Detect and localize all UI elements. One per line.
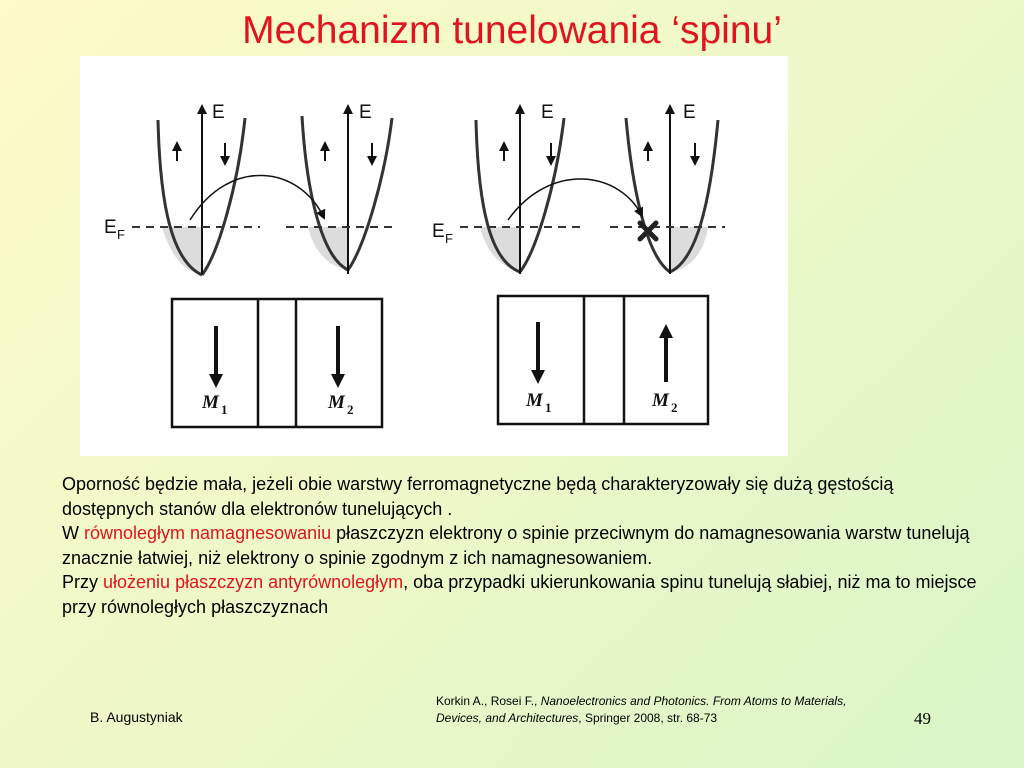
para3-rest: , oba przypadki ukierunkowania spinu tunelują słabiej, niż ma to miejsce przy równoległych płaszczyznach (62, 572, 977, 617)
filled-states-left-1 (162, 227, 202, 275)
energy-label: E (359, 102, 372, 123)
para2-rest: płaszczyzn elektrony o spinie przeciwnym do namagnesowania warstw tunelują znacznie łatwiej, niż elektrony o spinie zgodnym z ich namagnesowaniem. (62, 523, 970, 568)
fermi-label-sub: F (445, 231, 453, 246)
slide-title: Mechanizm tunelowania ‘spinu’ (242, 9, 782, 52)
para3-highlight: ułożeniu płaszczyzn antyrównoległym (103, 572, 404, 592)
energy-label: E (683, 102, 696, 123)
reference-authors: Korkin A., Rosei F., (436, 694, 541, 708)
tunneling-arrow (190, 175, 324, 220)
m2-label: M (652, 390, 669, 411)
author-footer: B. Augustyniak (90, 709, 183, 725)
m1-label: M (526, 390, 543, 411)
m2-label: M (328, 392, 345, 413)
tunneling-arrow (508, 179, 642, 220)
para2-prefix: W (62, 523, 84, 543)
m1-label: M (202, 392, 219, 413)
energy-label: E (212, 102, 225, 123)
m2-sub: 2 (347, 402, 354, 417)
paragraph-3 (62, 570, 982, 619)
reference-details: , Springer 2008, str. 68-73 (578, 711, 718, 725)
para3-prefix: Przy (62, 572, 104, 592)
energy-label: E (541, 102, 554, 123)
parallel-config (104, 102, 398, 427)
reference-book-title: Nanoelectronics and Photonics. From Atoms to Materials, Devices, and Architectures (436, 694, 847, 725)
paragraph-2 (62, 521, 982, 570)
m2-sub: 2 (671, 400, 678, 415)
page-number: 49 (914, 709, 931, 728)
fermi-label: E (104, 217, 117, 238)
fermi-label-sub: F (117, 227, 125, 242)
m1-sub: 1 (221, 402, 228, 417)
spin-tunneling-diagram (80, 56, 788, 456)
fermi-label: E (432, 221, 445, 242)
paragraph-1: Oporność będzie mała, jeżeli obie warstwy ferromagnetyczne będą charakteryzowały się dużą gęstością dostępnych stanów dla elektronów tunelujących . (62, 474, 894, 519)
antiparallel-config (432, 102, 725, 424)
para2-highlight: równoległym namagnesowaniu (84, 523, 332, 543)
reference-citation (436, 693, 886, 727)
m1-sub: 1 (545, 400, 552, 415)
body-text (62, 472, 982, 619)
